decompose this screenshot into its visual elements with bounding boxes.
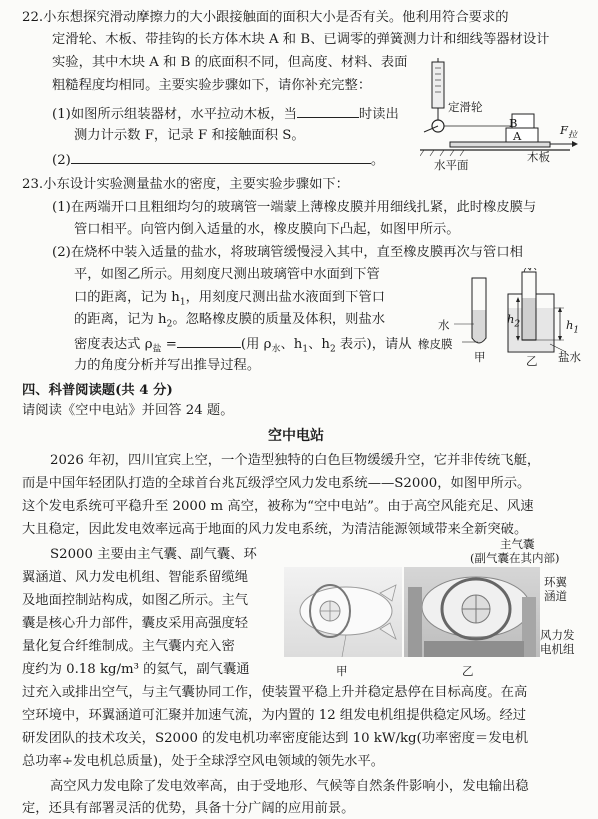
sub-bag-label: (副气囊在其内部) [470, 551, 560, 565]
pull-force-label: $F_拉$ [560, 123, 577, 141]
q22-friction-apparatus-figure [420, 58, 580, 158]
fig-jia-label: 甲 [474, 350, 486, 364]
block-a-label: A [513, 129, 522, 143]
article-p1-line1: 2026 年初，四川宜宾上空，一个造型独特的白色巨物缓缓升空，它并非传统飞艇， [50, 453, 541, 468]
article-p2-line7: 过充入或排出空气，与主气囊协同工作，使装置平稳上升并稳定悬停在目标高度。在高 [22, 685, 528, 700]
q23-step-1a: (1)在两端开口且粗细均匀的玻璃管一端蒙上薄橡皮膜并用细线扎紧，此时橡皮膜与 [52, 200, 537, 215]
photo-yi-caption: 乙 [462, 664, 474, 678]
q23-step-2f: 力的角度分析并写出推导过程。 [74, 358, 261, 373]
article-p2-line10: 总功率÷发电机总质量)，处于全球浮空风电领域的领先水平。 [22, 754, 385, 769]
q23-step-1b: 管口相平。向管内倒入适量的水，橡皮膜向下凸起，如图甲所示。 [74, 222, 460, 237]
q22-line-4: 粗糙程度均相同。主要实验步骤如下，请你补充完整： [52, 78, 372, 93]
fig-yi-label: 乙 [526, 354, 538, 368]
duct-label-2: 涵道 [544, 589, 567, 603]
article-title: 空中电站 [268, 428, 324, 444]
generator-label-2: 电机组 [540, 642, 575, 656]
article-p2-line2: 翼涵道、风力发电机组、智能系留缆绳 [22, 570, 249, 585]
block-b-label: B [509, 116, 518, 130]
duct-label-1: 环翼 [544, 575, 567, 589]
article-p1-line4: 大且稳定，因此发电效率远高于地面的风力发电系统，为清洁能源领域带来全新突破。 [22, 522, 528, 537]
q22-step-2: (2) 。 [52, 149, 384, 171]
ground-label: 水平面 [434, 158, 469, 172]
q23-step-2b: 平，如图乙所示。用刻度尺测出玻璃管中水面到下管 [74, 267, 380, 282]
article-p1-line2: 而是中国年轻团队打造的全球首台兆瓦级浮空风力发电系统——S2000，如图甲所示。 [22, 476, 531, 491]
article-p2-line4: 囊是核心升力部件，囊皮采用高强度轻 [22, 616, 249, 631]
q22-step-1-cont: 测力计示数 F，记录 F 和接触面积 S。 [74, 128, 305, 143]
main-bag-label: 主气囊 [500, 537, 535, 551]
q22-blank-2[interactable] [71, 149, 371, 164]
q22-blank-1[interactable] [297, 103, 359, 118]
water-label: 水 [438, 318, 450, 332]
q23-step-2d: 的距离，记为 $h_2$。忽略橡皮膜的质量及体积，则盐水 [74, 312, 386, 330]
article-p2-line9: 研发团队的技术攻关，S2000 的发电机功率密度能达到 10 kW/kg(功率密度＝发电机 [22, 731, 529, 746]
article-p2-line1: S2000 主要由主气囊、副气囊、环 [50, 547, 257, 562]
article-p2-line6: 度约为 0.18 kg/m³ 的氦气，副气囊通 [22, 662, 250, 677]
q23-step-2e: 密度表达式 $\rho_盐$ = (用 $\rho_水$、$h_1$、$h_2$ 表示)，请从 [74, 333, 412, 360]
article-p2-line5: 量化复合纤维制成。主气囊内充入密 [22, 639, 235, 654]
q22-line-2: 定滑轮、木板、带挂钩的长方体木块 A 和 B、已调零的弹簧测力计和细线等器材设计 [52, 32, 550, 47]
q22-line-3: 实验，其中木块 A 和 B 的底面积不同，但高度、材料、表面 [52, 55, 408, 70]
q23-step-2c: 口的距离，记为 $h_1$，用刻度尺测出盐水液面到下管口 [74, 290, 386, 308]
article-p1-line3: 这个发电系统可平稳升至 2000 m 高空，被称为“空中电站”。由于高空风能充足、风速 [22, 499, 534, 514]
q23-line-1: 23.小东设计实验测量盐水的密度，主要实验步骤如下： [22, 177, 349, 192]
article-p2-line8: 空环境中，环翼涵道可汇聚并加速气流，为内置的 12 组发电机组提供稳定风场。经过 [22, 708, 527, 723]
photo-jia-airship [284, 567, 402, 657]
q22-line-1: 22.小东想探究滑动摩擦力的大小跟接触面的面积大小是否有关。他利用符合要求的 [22, 10, 509, 25]
membrane-label: 橡皮膜 [418, 337, 453, 351]
board-label: 木板 [527, 150, 550, 164]
photo-jia-caption: 甲 [336, 664, 348, 678]
article-p3-line1: 高空风力发电除了发电效率高，由于受地形、气候等自然条件影响小，发电输出稳 [50, 779, 529, 794]
generator-label-1: 风力发 [540, 628, 575, 642]
photo-yi-structure [404, 567, 540, 657]
q22-step-1: (1)如图所示组装器材，水平拉动木板，当 时读出 [52, 103, 399, 125]
brine-label: 盐水 [558, 350, 581, 364]
q23-blank[interactable] [177, 333, 241, 348]
article-p3-line2: 定，还具有部署灵活的优势，具备十分广阔的应用前景。 [22, 801, 355, 816]
h2-label: $h_2$ [507, 312, 521, 330]
reading-intro: 请阅读《空中电站》并回答 24 题。 [22, 403, 234, 418]
pulley-label: 定滑轮 [448, 100, 483, 114]
q23-step-2a: (2)在烧杯中装入适量的盐水，将玻璃管缓慢浸入其中，直至橡皮膜再次与管口相 [52, 245, 523, 260]
article-p2-line3: 及地面控制站构成，如图乙所示。主气 [22, 593, 249, 608]
h1-label: $h_1$ [566, 318, 580, 336]
section-4-heading: 四、科普阅读题(共 4 分) [22, 383, 173, 398]
